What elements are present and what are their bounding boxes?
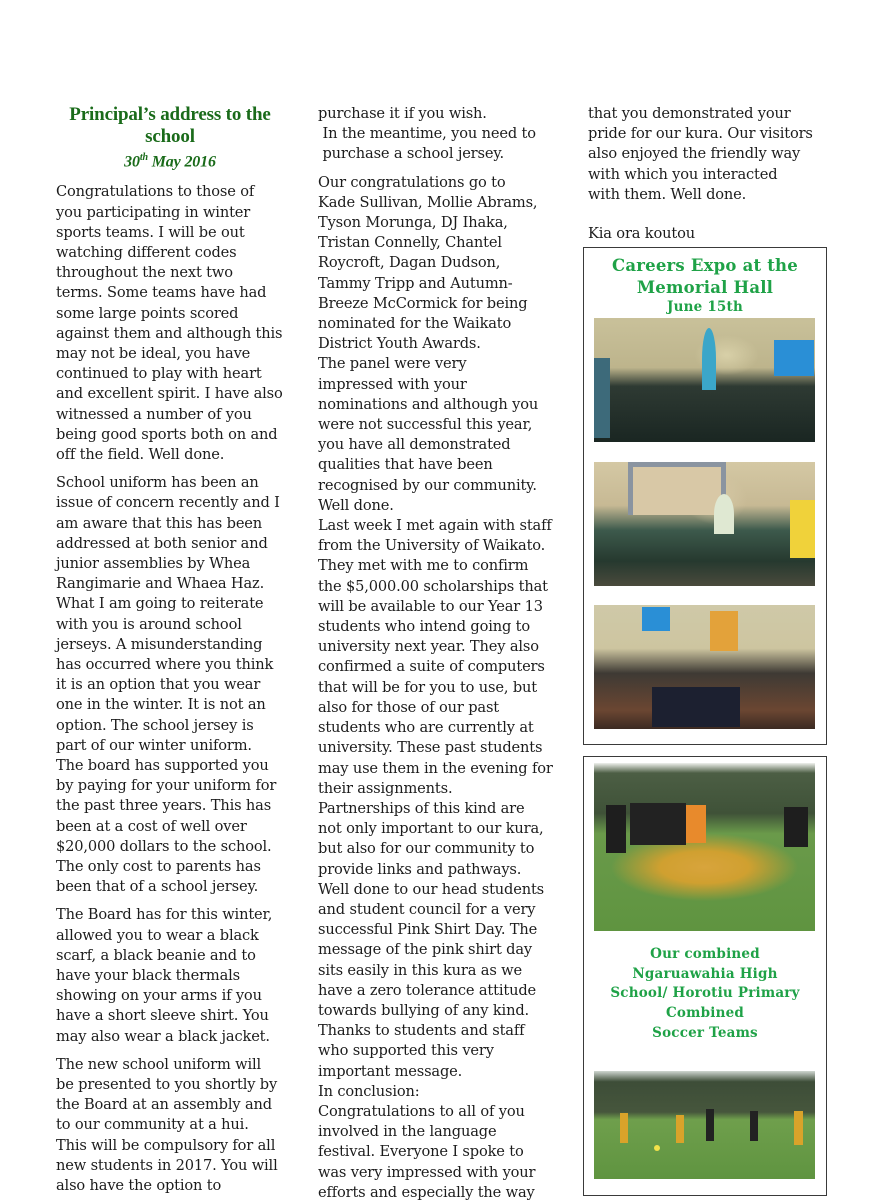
text-line: jerseys. A misunderstanding	[56, 635, 263, 653]
date-month-year: May 2016	[147, 153, 216, 171]
text-line: impressed with your	[318, 375, 467, 393]
text-line: was very impressed with your	[318, 1163, 536, 1181]
signoff: Kia ora koutou	[588, 225, 695, 243]
text-line: have a short sleeve shirt. You	[56, 1007, 269, 1025]
article-title	[56, 104, 284, 148]
text-line: also have the option to	[56, 1177, 222, 1195]
text-line: The only cost to parents has	[56, 858, 261, 876]
title-line-2: school	[145, 126, 195, 147]
careers-expo-panel	[583, 247, 827, 745]
text-line: their assignments.	[318, 779, 453, 797]
paragraph	[318, 104, 558, 165]
text-line: being good sports both on and	[56, 425, 278, 443]
careers-expo-photo-1	[594, 318, 815, 442]
text-line: will be available to our Year 13	[318, 597, 543, 615]
stage-arch	[628, 462, 726, 515]
text-line: also enjoyed the friendly way	[588, 145, 801, 163]
text-line: have a zero tolerance attitude	[318, 981, 537, 999]
text-line: but also for our community to	[318, 840, 535, 858]
text-line: Breeze McCormick for being	[318, 294, 528, 312]
text-line: sports teams. I will be out	[56, 223, 245, 241]
text-line: festival. Everyone I spoke to	[318, 1143, 524, 1161]
article-column-1	[56, 104, 296, 1196]
careers-expo-photo-3	[594, 605, 815, 729]
text-line: the $5,000.00 scholarships that	[318, 577, 548, 595]
date-suffix: th	[139, 152, 148, 163]
player-orange	[686, 805, 706, 843]
text-line: terms. Some teams have had	[56, 284, 267, 302]
heading-line: Ngaruawahia High	[632, 965, 778, 982]
text-line: throughout the next two	[56, 264, 233, 282]
date-day: 30	[124, 153, 140, 171]
players-black-kit	[630, 803, 686, 845]
text-line: with which you interacted	[588, 165, 778, 183]
table	[652, 687, 740, 727]
poster-stand	[790, 500, 815, 558]
text-line: who supported this very	[318, 1042, 494, 1060]
text-line: option. The school jersey is	[56, 716, 254, 734]
text-line: students who intend going to	[318, 618, 531, 636]
text-line: purchase a school jersey.	[318, 145, 504, 163]
text-line: successful Pink Shirt Day. The	[318, 921, 538, 939]
text-line: In the meantime, you need to	[318, 125, 536, 143]
text-line: been at a cost of well over	[56, 817, 247, 835]
text-line: Congratulations to those of	[56, 183, 255, 201]
text-line: it is an option that you wear	[56, 676, 261, 694]
soccer-teams-panel	[583, 756, 827, 1196]
paragraph	[56, 905, 296, 1046]
text-line: purchase it if you wish.	[318, 105, 487, 122]
text-line: Roycroft, Dagan Dudson,	[318, 254, 501, 272]
text-line: showing on your arms if you	[56, 987, 262, 1005]
text-line: School uniform has been an	[56, 474, 259, 492]
text-line: were not successful this year,	[318, 416, 533, 434]
text-line: Tyson Morunga, DJ Ihaka,	[318, 214, 508, 232]
text-line: efforts and especially the way	[318, 1183, 535, 1201]
poster-stand	[710, 611, 738, 651]
text-line: Tammy Tripp and Autumn-	[318, 274, 513, 292]
text-line: nominations and although you	[318, 395, 539, 413]
text-line: junior assemblies by Whea	[56, 554, 251, 572]
text-line: some large points scored	[56, 304, 239, 322]
text-line: against them and although this	[56, 324, 283, 342]
soccer-ball	[654, 1145, 660, 1151]
text-line: be presented to you shortly by	[56, 1076, 278, 1094]
text-line: witnessed a number of you	[56, 405, 252, 423]
text-line: with you is around school	[56, 615, 242, 633]
player	[750, 1111, 758, 1141]
text-line: addressed at both senior and	[56, 534, 268, 552]
text-line: new students in 2017. You will	[56, 1156, 278, 1174]
text-line: you have all demonstrated	[318, 436, 511, 454]
text-line: been that of a school jersey.	[56, 878, 259, 896]
careers-expo-photo-2	[594, 462, 815, 586]
text-line: have your black thermals	[56, 967, 241, 985]
text-line: District Youth Awards.	[318, 335, 481, 353]
text-line: not only important to our kura,	[318, 820, 544, 838]
text-line: and student council for a very	[318, 900, 536, 918]
text-line: Congratulations to all of you	[318, 1102, 525, 1120]
text-line: This will be compulsory for all	[56, 1136, 276, 1154]
player	[706, 1109, 714, 1141]
text-line: qualities that have been	[318, 456, 493, 474]
text-line: that you demonstrated your	[588, 105, 791, 122]
paragraph	[56, 1055, 296, 1196]
text-line: provide links and pathways.	[318, 860, 522, 878]
text-line: They met with me to confirm	[318, 557, 529, 575]
careers-expo-heading	[584, 255, 826, 315]
text-line: may not be ideal, you have	[56, 344, 251, 362]
soccer-team-photo	[594, 763, 815, 931]
text-line: that will be for you to use, but	[318, 678, 537, 696]
text-line: the Board at an assembly and	[56, 1096, 272, 1114]
text-line: nominated for the Waikato	[318, 315, 512, 333]
column-3-body	[588, 104, 828, 205]
text-line: message of the pink shirt day	[318, 941, 533, 959]
text-line: Kade Sullivan, Mollie Abrams,	[318, 193, 538, 211]
text-line: The panel were very	[318, 355, 467, 373]
soccer-teams-heading	[584, 945, 826, 1044]
article-date	[56, 148, 284, 172]
flag-banner	[714, 494, 734, 534]
paragraph	[56, 182, 296, 465]
text-line: Partnerships of this kind are	[318, 799, 525, 817]
text-line: Our congratulations go to	[318, 173, 506, 191]
text-line: important message.	[318, 1062, 463, 1080]
player	[620, 1113, 628, 1143]
column-1-body	[56, 182, 296, 1196]
text-line: may also wear a black jacket.	[56, 1027, 270, 1045]
text-line: sits easily in this kura as we	[318, 961, 522, 979]
player	[676, 1115, 684, 1143]
text-line: continued to play with heart	[56, 365, 262, 383]
text-line: one in the winter. It is not an	[56, 696, 266, 714]
text-line: university. These past students	[318, 739, 543, 757]
text-line: students who are currently at	[318, 719, 534, 737]
text-line: scarf, a black beanie and to	[56, 946, 256, 964]
column-2-body	[318, 104, 558, 1203]
text-line: What I am going to reiterate	[56, 595, 264, 613]
future-farming-banner	[774, 340, 814, 376]
text-line: with them. Well done.	[588, 185, 747, 203]
text-line: Last week I met again with staff	[318, 517, 552, 535]
text-line: and excellent spirit. I have also	[56, 385, 283, 403]
player	[606, 805, 626, 853]
text-line: involved in the language	[318, 1123, 497, 1141]
text-line: towards bullying of any kind.	[318, 1001, 530, 1019]
title-line-1: Principal’s address to the	[69, 104, 271, 125]
text-line: to our community at a hui.	[56, 1116, 249, 1134]
heading-line: Soccer Teams	[652, 1024, 758, 1041]
text-line: Well done.	[318, 496, 394, 514]
text-line: am aware that this has been	[56, 514, 263, 532]
text-line: In conclusion:	[318, 1082, 420, 1100]
text-line: part of our winter uniform.	[56, 736, 252, 754]
player	[794, 1111, 803, 1145]
text-line: allowed you to wear a black	[56, 926, 259, 944]
text-line: has occurred where you think	[56, 656, 274, 673]
text-line: from the University of Waikato.	[318, 537, 546, 555]
heading-line: Memorial Hall	[636, 278, 774, 297]
player	[784, 807, 808, 847]
text-line: may use them in the evening for	[318, 759, 553, 777]
future-farming-banner	[642, 607, 670, 631]
text-line: watching different codes	[56, 243, 237, 261]
flag-banner	[702, 328, 716, 390]
heading-line: School/ Horotiu Primary	[610, 985, 800, 1002]
paragraph	[56, 473, 296, 897]
text-line: also for those of our past	[318, 698, 500, 716]
side-banner	[594, 358, 610, 438]
text-line: Well done to our head students	[318, 880, 545, 898]
text-line: The new school uniform will	[56, 1055, 262, 1073]
heading-line: Combined	[665, 1005, 745, 1022]
text-line: off the field. Well done.	[56, 445, 225, 463]
paragraph	[318, 173, 558, 1203]
text-line: the past three years. This has	[56, 797, 272, 815]
article-column-3	[588, 104, 828, 244]
text-line: you participating in winter	[56, 203, 251, 221]
heading-date: June 15th	[667, 299, 743, 315]
text-line: university next year. They also	[318, 638, 539, 656]
text-line: confirmed a suite of computers	[318, 658, 545, 676]
text-line: recognised by our community.	[318, 476, 537, 494]
article-column-2	[318, 104, 558, 1203]
text-line: Rangimarie and Whaea Haz.	[56, 575, 265, 593]
text-line: issue of concern recently and I	[56, 494, 280, 512]
text-line: The Board has for this winter,	[56, 906, 273, 924]
text-line: Thanks to students and staff	[318, 1022, 525, 1040]
paragraph	[588, 104, 828, 205]
heading-line: Our combined	[650, 946, 760, 962]
text-line: by paying for your uniform for	[56, 777, 277, 795]
text-line: The board has supported you	[56, 757, 269, 775]
text-line: pride for our kura. Our visitors	[588, 125, 813, 143]
text-line: $20,000 dollars to the school.	[56, 837, 272, 855]
soccer-game-photo	[594, 1071, 815, 1179]
text-line: Tristan Connelly, Chantel	[318, 234, 502, 252]
heading-line: Careers Expo at the	[612, 256, 798, 275]
